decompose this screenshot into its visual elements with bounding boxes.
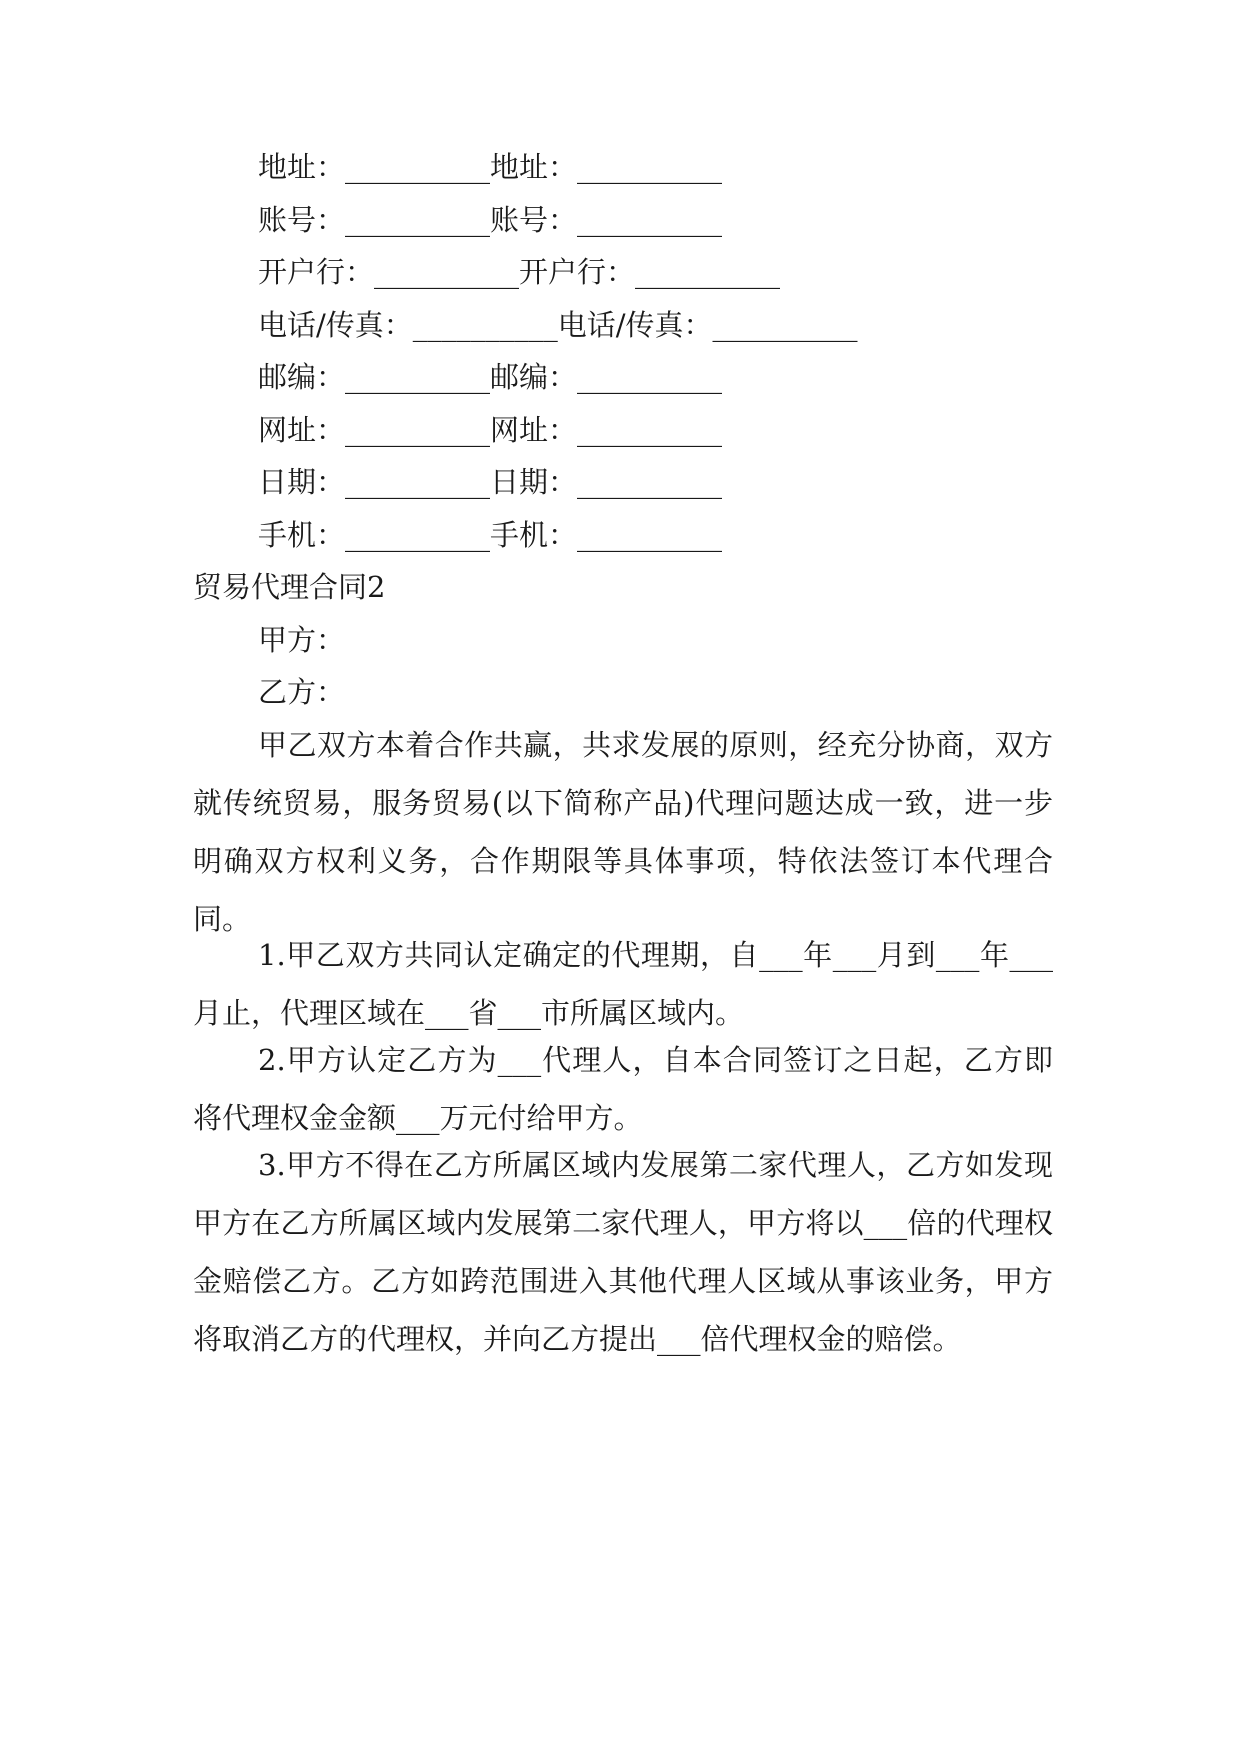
paragraph-preamble: 甲乙双方本着合作共赢，共求发展的原则，经充分协商，双方就传统贸易，服务贸易(以下简称产品)代理问题达成一致，进一步明确双方权利义务，合作期限等具体事项，特依法签订本代理合同。 <box>193 728 1053 936</box>
contact-line-address: 地址：__________地址：__________ <box>258 150 723 184</box>
paragraph-clause-1: 1.甲乙双方共同认定确定的代理期，自___年___月到___年___月止，代理区域在___省___市所属区域内。 <box>193 938 1053 1030</box>
contact-line-postcode: 邮编：__________邮编：__________ <box>258 360 723 394</box>
paragraph-clause-3: 3.甲方不得在乙方所属区域内发展第二家代理人，乙方如发现甲方在乙方所属区域内发展第二家代理人，甲方将以___倍的代理权金赔偿乙方。乙方如跨范围进入其他代理人区域从事该业务，甲方将取消乙方的代理权，并向乙方提出___倍代理权金的赔偿。 <box>193 1148 1053 1356</box>
contact-line-date: 日期：__________日期：__________ <box>258 465 723 499</box>
contact-line-bank: 开户行：__________开户行：__________ <box>258 255 781 289</box>
paragraph-clause-2: 2.甲方认定乙方为___代理人，自本合同签订之日起，乙方即将代理权金金额___万元付给甲方。 <box>193 1043 1053 1135</box>
contact-line-account: 账号：__________账号：__________ <box>258 203 723 237</box>
contact-line-phone-fax: 电话/传真：__________电话/传真：__________ <box>258 308 858 342</box>
contact-line-website: 网址：__________网址：__________ <box>258 413 723 447</box>
contact-line-mobile: 手机：__________手机：__________ <box>258 518 723 552</box>
party-a-label: 甲方： <box>258 623 346 657</box>
contract-title: 贸易代理合同2 <box>193 570 386 604</box>
party-b-label: 乙方： <box>258 675 346 709</box>
